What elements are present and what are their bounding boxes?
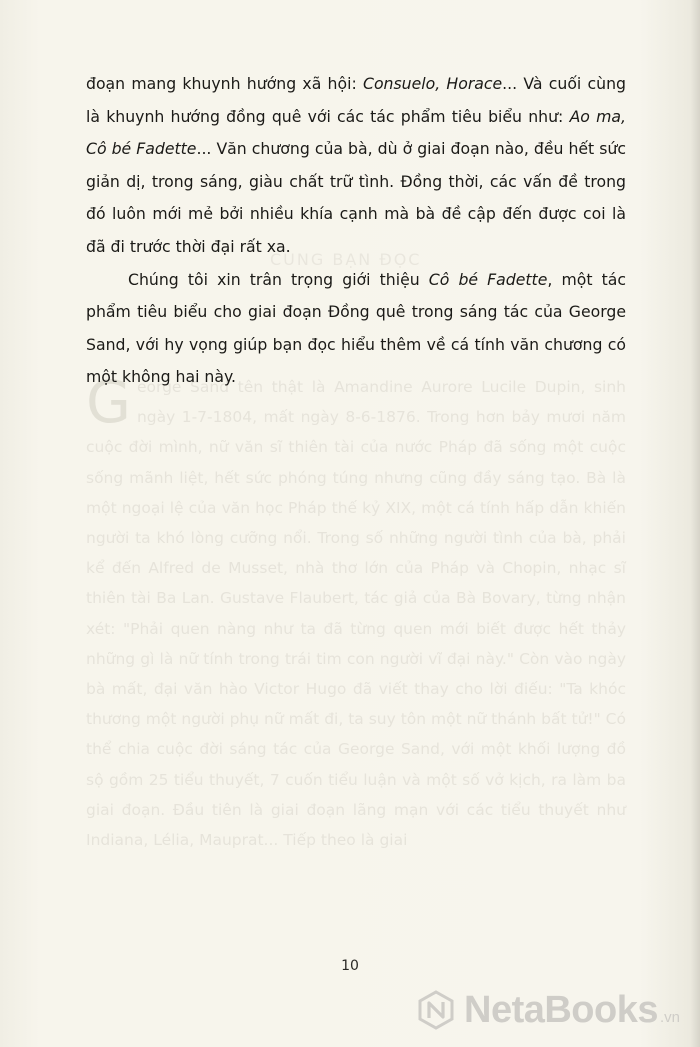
page-edge-shadow xyxy=(690,0,700,1047)
paragraph-1 xyxy=(86,68,626,264)
watermark xyxy=(416,985,680,1035)
page-number: 10 xyxy=(341,958,359,974)
bleed-through-drop-cap: G xyxy=(86,368,131,436)
text-run: , một tác phẩm tiêu biểu cho giai đoạn Đồng quê trong sáng tác của George Sand, với hy vọng giúp bạn đọc hiểu thêm về cá tính văn chương có một không hai này. xyxy=(86,269,626,387)
paragraph-2 xyxy=(86,264,626,394)
bleed-through-text xyxy=(86,368,626,855)
text-run: đoạn mang khuynh hướng xã hội: xyxy=(86,74,363,93)
netabooks-logo-icon xyxy=(416,990,456,1030)
italic-title-run: Cô bé Fadette xyxy=(428,269,548,289)
bleed-through-heading: CÙNG BẠN ĐỌC xyxy=(270,250,422,269)
italic-title-run: Ao ma, Cô bé Fadette xyxy=(86,106,626,159)
page-body xyxy=(86,68,626,394)
watermark-name: NetaBooks xyxy=(464,988,658,1031)
watermark-suffix: .vn xyxy=(660,1008,681,1026)
text-run: Chúng tôi xin trân trọng giới thiệu xyxy=(128,269,429,289)
text-run: ... Văn chương của bà, dù ở giai đoạn nào, đều hết sức giản dị, trong sáng, giàu chất trữ tình. Đồng thời, các vấn đề trong đó luôn mới mẻ bởi nhiều khía cạnh mà bà đề cập đến được coi là đã đi trước thời đại rất xa. xyxy=(86,139,626,256)
text-run: ... Và cuối cùng là khuynh hướng đồng quê với các tác phẩm tiêu biểu như: xyxy=(86,74,626,126)
bleed-through-body: eorge Sand tên thật là Amandine Aurore Lucile Dupin, sinh ngày 1-7-1804, mất ngày 8-6-1876. Trong hơn bảy mươi năm cuộc đời mình, nữ văn sĩ thiên tài của nước Pháp đã sống một cuộc sống mãnh liệt, hết sức phóng túng nhưng cũng đầy sáng tạo. Bà là một ngoại lệ của văn học Pháp thế kỷ XIX, một cá tính hấp dẫn khiến người ta khó lòng cưỡng nổi. Trong số những người tình của bà, phải kể đến Alfred de Musset, nhà thơ lớn của Pháp và Chopin, nhạc sĩ thiên tài Ba Lan. Gustave Flaubert, tác giả của Bà Bovary, từng nhận xét: "Phải quen nàng như ta đã từng quen mới biết được hết thảy những gì là nữ tính trong trái tim con người vĩ đại này." Còn vào ngày bà mất, đại văn hào Victor Hugo đã viết thay cho lời điếu: "Ta khóc thương một người phụ nữ mất đi, ta suy tôn một nữ thánh bất tử!" Có thể chia cuộc đời sáng tác của George Sand, với một khối lượng đồ sộ gồm 25 tiểu thuyết, 7 cuốn tiểu luận và một số vở kịch, ra làm ba giai đoạn. Đầu tiên là giai đoạn lãng mạn với các tiểu thuyết như Indiana, Lélia, Mauprat... Tiếp theo là giai xyxy=(86,378,626,850)
italic-title-run: Consuelo, Horace xyxy=(362,74,503,93)
